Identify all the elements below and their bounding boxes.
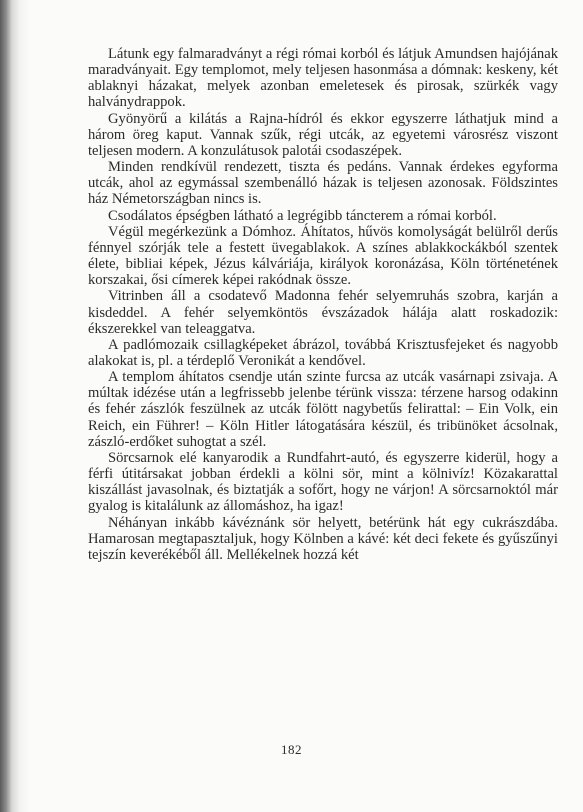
paragraph-10: Néhányan inkább kávéznánk sör helyett, betérünk hát egy cukrászdába. Hamarosan megtapasztaljuk, hogy Kölnben a kávé: két deci fekete és gyűszűnyi tejszín keverékéből áll. Mellékelnek hozzá két: [88, 514, 558, 563]
paragraph-3: Minden rendkívül rendezett, tiszta és pedáns. Vannak érdekes egyforma utcák, ahol az egymással szembenálló házak is teljesen azonosak. Földszintes ház Németországban nincs is.: [88, 159, 558, 208]
paragraph-7: A padlómozaik csillagképeket ábrázol, továbbá Krisztusfejeket és nagyobb alakokat is, pl. a térdeplő Veronikát a kendővel.: [88, 336, 558, 369]
paragraph-9: Sörcsarnok elé kanyarodik a Rundfahrt-autó, és egyszerre kiderül, hogy a férfi útitársakat jobban érdekli a kölni sör, mint a kölnivíz! Közakarattal kiszállást javasolnak, és biztatják a sofőrt, hogy ne várjon! A sörcsarnoktól már gyalog is kitalálunk az állomáshoz, ha igaz!: [88, 449, 558, 515]
paragraph-5: Végül megérkezünk a Dómhoz. Áhítatos, hűvös komolyságát belülről derűs fénnyel szórják tele a festett üvegablakok. A színes ablakkockákból szentek élete, bibliai képek, Jézus kálváriája, királyok koronázása, Köln történetének korszakai, ősi címerek képei rakódnak össze.: [88, 223, 558, 289]
paragraph-2: Gyönyörű a kilátás a Rajna-hídról és ekkor egyszerre láthatjuk mind a három öreg kaput. Vannak szűk, régi utcák, az egyetemi városrész viszont teljesen modern. A konzulátusok palotái csodaszépek.: [88, 110, 558, 159]
paragraph-6: Vitrinben áll a csodatevő Madonna fehér selyemruhás szobra, karján a kisdeddel. A fehér selyemköntös évszázadok hálája alatt roskadozik: ékszerekkel van teleaggatva.: [88, 288, 558, 337]
paragraph-1: Látunk egy falmaradványt a régi római korból és látjuk Amundsen hajójának maradványait. Egy templomot, mely teljesen hasonmása a dómnak: keskeny, két ablaknyi házakat, melyek azonban emeletesek és pirosak, szürkék vagy halványdrappok.: [88, 46, 558, 111]
page-number: 182: [281, 742, 302, 757]
paragraph-8: A templom áhítatos csendje után szinte furcsa az utcák vasárnapi zsivaja. A múltak idézése után a legfrissebb jelenbe térünk vissza: térzene harsog odakinn és fehér zászlók feszülnek az utcák fölött nagybetűs felirattal: – Ein Volk, ein Reich, ein Führer! – Köln Hitler látogatására készül, és tribünöket ácsolnak, zászló-erdőket suhogtat a szél.: [88, 369, 558, 450]
body-text: [88, 46, 558, 563]
paragraph-4: Csodálatos épségben látható a legrégibb táncterem a római korból.: [108, 207, 497, 224]
